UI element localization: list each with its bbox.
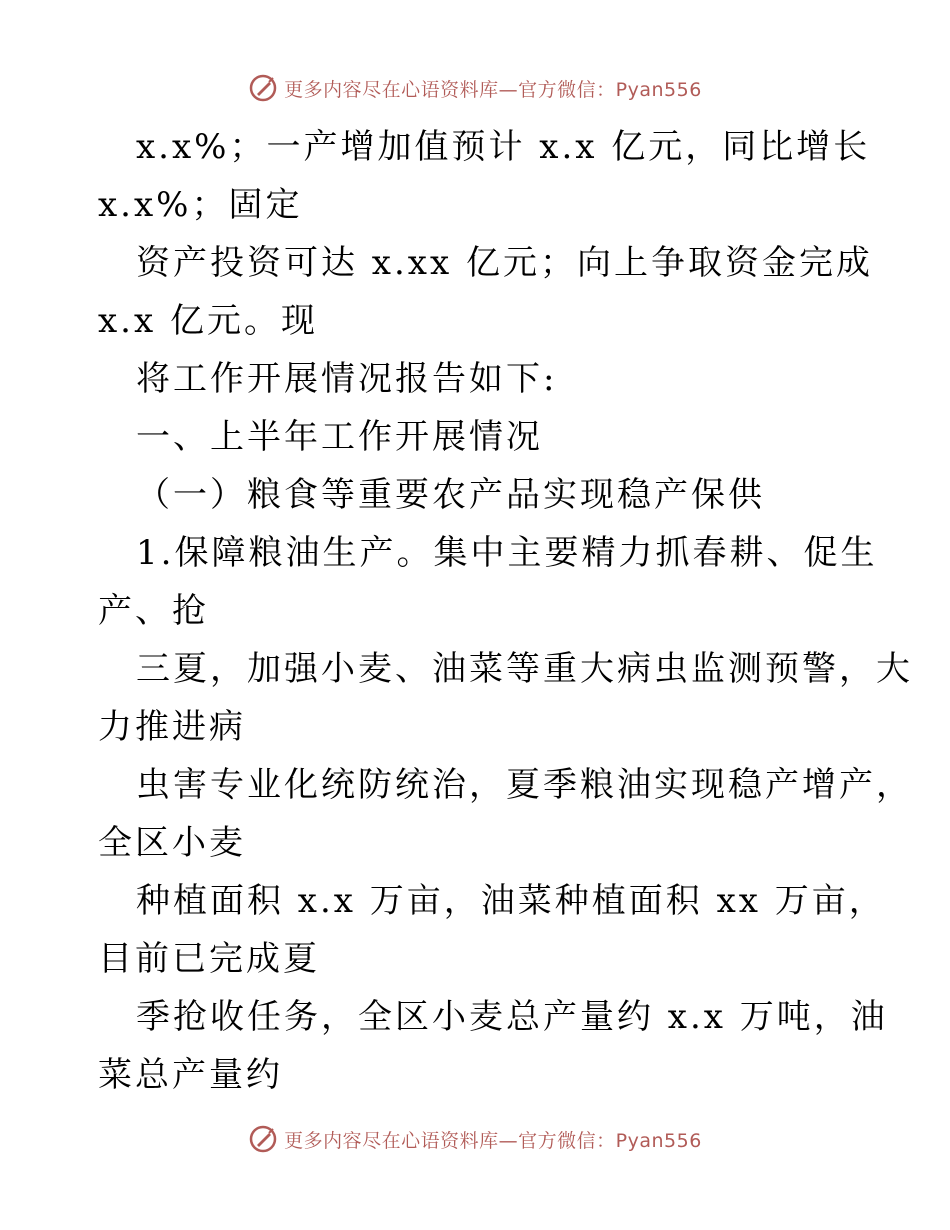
text-line: x.x%；固定: [98, 185, 303, 225]
text-line: 菜总产量约: [98, 1055, 283, 1095]
text-line: 目前已完成夏: [98, 939, 320, 979]
text-line: 三夏，加强小麦、油菜等重大病虫监测预警，大: [136, 649, 913, 689]
quill-logo-icon: [248, 1124, 278, 1154]
text-line: 种植面积 x.x 万亩，油菜种植面积 xx 万亩，: [136, 881, 886, 921]
text-line: 将工作开展情况报告如下:: [136, 359, 558, 399]
section-heading: 一、上半年工作开展情况: [136, 417, 543, 457]
text-line: 力推进病: [98, 707, 246, 747]
watermark-footer: [0, 1124, 950, 1154]
text-line: 资产投资可达 x.xx 亿元；向上争取资金完成: [136, 243, 873, 283]
text-line: x.x 亿元。现: [98, 301, 318, 341]
watermark-text: 更多内容尽在心语资料库—官方微信：Pyan556: [284, 78, 702, 101]
subsection-heading: （一）粮食等重要农产品实现稳产保供: [136, 475, 765, 515]
quill-logo-icon: [248, 73, 278, 103]
watermark-text: 更多内容尽在心语资料库—官方微信：Pyan556: [284, 1129, 702, 1152]
text-line: 虫害专业化统防统治，夏季粮油实现稳产增产，: [136, 765, 913, 805]
text-line: x.x%；一产增加值预计 x.x 亿元，同比增长: [136, 127, 871, 167]
text-line: 产、抢: [98, 591, 209, 631]
watermark-header: [0, 73, 950, 103]
text-line: 全区小麦: [98, 823, 246, 863]
text-line: 季抢收任务，全区小麦总产量约 x.x 万吨，油: [136, 997, 888, 1037]
document-body: [98, 118, 913, 1104]
text-line: 1.保障粮油生产。集中主要精力抓春耕、促生: [136, 533, 878, 573]
